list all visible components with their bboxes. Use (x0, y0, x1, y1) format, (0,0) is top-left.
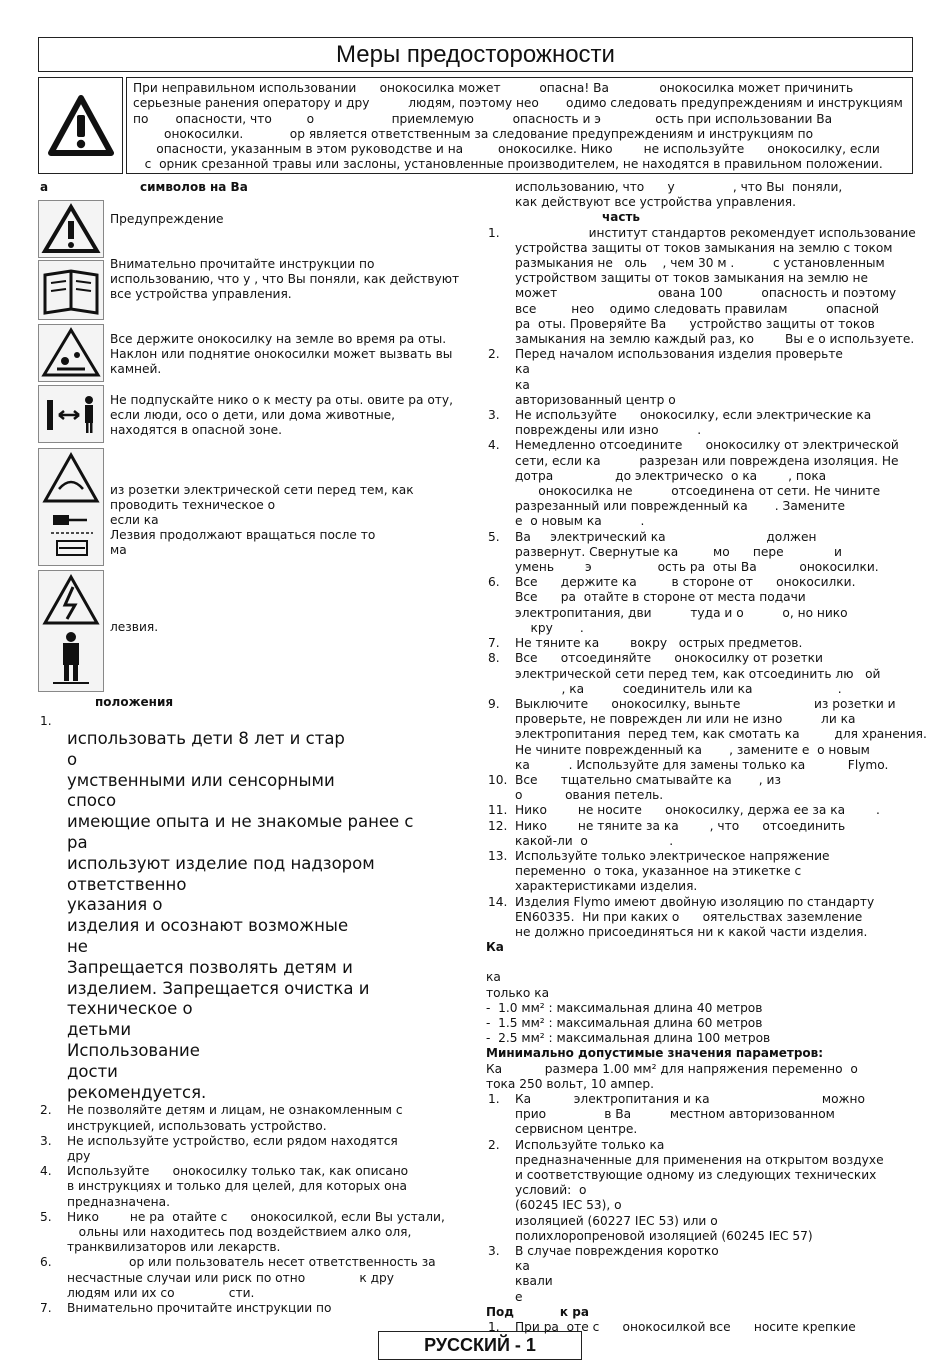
item-line: В случае повреждения коротко (515, 1244, 719, 1259)
item-line: в инструкциях и только для целей, для которых она (67, 1179, 408, 1194)
provision-line: используют изделие под надзором (67, 853, 375, 873)
item-line: Изделия Flymo имеют двойную изоляцию по стандарту (515, 894, 875, 909)
item-line: изоляцией (60227 IEC 53) или о (515, 1213, 718, 1228)
item-number: 4. (40, 1164, 52, 1179)
item-line: условий: о (515, 1183, 587, 1198)
provision-item (38, 714, 458, 729)
item-line: Все отсоединяйте онокосилку от розетки (515, 651, 823, 666)
item-line: Не используйте онокосилку, если электрические ка (515, 408, 872, 423)
intro-warning-text (126, 77, 913, 174)
item-line: электропитания, дви туда и о о, но нико (515, 605, 848, 620)
item-number: 3. (488, 408, 500, 423)
item-line: переменно о тока, указанное на этикетке с (515, 864, 802, 879)
item-line: авторизованный центр о (515, 392, 676, 407)
item-line: Все ра отайте в стороне от места подачи (515, 590, 806, 605)
item-line: ка (515, 1259, 530, 1274)
list-item (486, 636, 914, 651)
intro-line: онокосилки. ор является ответственным за следование предупреждениям и инструкциям по (133, 126, 814, 141)
list-item (486, 1244, 914, 1305)
unplug-and-rotating-blades-icon (38, 448, 104, 566)
item-number: 2. (488, 1137, 500, 1152)
provision-line: спосо (67, 791, 117, 811)
item-line: е (515, 1289, 523, 1304)
read-manual-icon (38, 260, 104, 320)
item-line: несчастные случаи или риск по отно к дру (67, 1270, 394, 1285)
min-line: тока 250 вольт, 10 ампер. (486, 1076, 654, 1091)
list-item (486, 575, 914, 636)
item-line: полихлоропреновой изоляцией (60245 IEC 57) (515, 1228, 813, 1243)
cable-line: - 1.5 мм² : максимальная длина 60 метров (486, 1015, 763, 1030)
electric-shock-and-sharp-blades-icon (38, 570, 104, 692)
item-number: 10. (488, 772, 508, 787)
intro-line: серьезные ранения оператору и дру людям, поэтому нео одимо следовать предупреждениям и инструкциям (133, 96, 903, 111)
provision-line: ответственно (67, 874, 187, 894)
intro-line: с орник срезанной травы или заслоны, установленные производителем, не находятся в правильном положении. (133, 157, 883, 172)
item-line: прио в Ва местном авторизованном (515, 1107, 835, 1122)
item-line: Не позволяйте детям и лицам, не ознакомленным с (67, 1103, 403, 1118)
provision-line: техническое о (67, 999, 193, 1019)
list-item (486, 696, 927, 773)
provision-line: о (67, 749, 78, 769)
provision-line: Использование (67, 1040, 200, 1060)
provision-line: умственными или сенсорными (67, 770, 335, 790)
symbol-text-warning: Предупреждение (110, 212, 224, 226)
provision-line: изделия и осознают возможные (67, 916, 349, 936)
item-line: людям или их со сти. (67, 1285, 255, 1300)
item-number: 6. (40, 1255, 52, 1270)
item-line: устройства защиты от токов замыкания на землю с током (515, 240, 893, 255)
item-line: Все тщательно сматывайте ка , из (515, 772, 781, 787)
list-item (486, 226, 914, 348)
list-item (38, 1301, 458, 1316)
item-line: При ра оте с онокосилкой все носите крепкие (515, 1320, 856, 1335)
item-number: 3. (488, 1244, 500, 1259)
warning-triangle-icon (38, 77, 123, 174)
item-line: е о новым ка . (515, 514, 645, 529)
item-number: 4. (488, 438, 500, 453)
item-number: 8. (488, 651, 500, 666)
list-item (486, 849, 914, 895)
list-item (486, 1138, 914, 1244)
list-item (38, 1134, 458, 1164)
cable-line: - 2.5 мм² : максимальная длина 100 метров (486, 1031, 771, 1046)
item-line: Выключите онокосилку, выньте из розетки и (515, 696, 896, 711)
item-number: 13. (488, 848, 508, 863)
item-line: электропитания перед тем, как смотать ка для хранения. (515, 727, 927, 742)
item-number: 6. (488, 575, 500, 590)
item-line: Используйте только ка (515, 1137, 665, 1152)
preparation-header: Под к ра (486, 1304, 589, 1319)
provision-line: Запрещается позволять детям и (67, 957, 353, 977)
text-line: использованию, что у , что Вы поняли, (515, 180, 843, 194)
min-values-header: Минимально допустимые значения параметров: (486, 1046, 824, 1061)
item-line: Нико не ра отайте с онокосилкой, если Вы устали, (67, 1209, 445, 1224)
list-item (38, 1255, 458, 1301)
provisions-header: положения (95, 695, 174, 709)
intro-line: При неправильном использовании онокосилка может опасна! Ва онокосилка может причинить (133, 81, 854, 95)
provision-line: использовать дети 8 лет и стар (67, 729, 345, 748)
list-item (486, 1092, 914, 1138)
cable-line: только ка (486, 985, 550, 1000)
list-item (38, 1210, 458, 1256)
item-line: Не тяните ка вокру острых предметов. (515, 636, 803, 651)
item-line: транквилизаторов или лекарств. (67, 1240, 281, 1255)
item-line: предназначена. (67, 1194, 170, 1209)
provision-line: изделием. Запрещается очистка и (67, 978, 370, 998)
list-item (486, 347, 914, 408)
item-line: (60245 IEC 53), о (515, 1198, 622, 1213)
item-line: повреждены или изно . (515, 423, 702, 438)
provision-number: 1. (40, 714, 52, 728)
item-line: ка . Используйте для замены только ка Flymo. (515, 757, 889, 772)
item-line: Ва электрический ка должен (515, 529, 817, 544)
intro-line: по опасности, что о приемлемую опасность и э ость при использовании Ва (133, 111, 833, 126)
item-number: 9. (488, 696, 500, 711)
list-item (38, 1164, 458, 1210)
cable-line: - 1.0 мм² : максимальная длина 40 метров (486, 1000, 763, 1015)
keep-distance-icon (38, 385, 104, 443)
item-line: дру (67, 1148, 91, 1163)
item-line: Нико не тяните за ка , что отсоединить (515, 818, 846, 833)
item-number: 5. (40, 1209, 52, 1224)
item-line: умень э ость ра оты Ва онокосилки. (515, 560, 879, 575)
item-line: предназначенные для применения на открытом воздухе (515, 1152, 884, 1167)
symbol-text-blades-continue: Лезвия продолжают вращаться после то (110, 528, 376, 542)
provision-line: дости (67, 1061, 118, 1081)
item-line: сервисном центре. (515, 1122, 638, 1137)
item-line: сети, если ка разрезан или повреждена изоляция. Не (515, 453, 899, 468)
item-line: ка (515, 377, 530, 392)
item-line: ор или пользователь несет ответственность за (67, 1255, 436, 1270)
item-line: Используйте онокосилку только так, как описано (67, 1164, 409, 1179)
flying-stones-icon (38, 324, 104, 382)
item-line: Внимательно прочитайте инструкции по (67, 1300, 332, 1315)
symbol-text-blades: лезвия. (110, 620, 159, 634)
item-line: размыкания не оль , чем 30 м . с установленным (515, 256, 885, 271)
item-line: инструкцией, использовать устройство. (67, 1118, 327, 1133)
item-number: 2. (40, 1103, 52, 1118)
section-subheader: часть (602, 210, 640, 225)
item-line: характеристиками изделия. (515, 879, 698, 894)
item-line: проверьте, не поврежден ли или не изно ли ка (515, 712, 856, 727)
symbol-text-keep-lawnmower-on-ground: Все держите онокосилку на земле во время ра оты. Наклон или поднятие онокосилки может вызвать вы камней. (110, 332, 453, 377)
symbols-header: а символов на Ва (40, 180, 248, 194)
item-number: 1. (488, 1091, 500, 1106)
symbol-text-unplug-before-maintenance: из розетки электрической сети перед тем, как проводить техническое о (110, 483, 414, 513)
list-item (486, 651, 914, 697)
item-line: Нико не носите онокосилку, держа ее за ка . (515, 803, 880, 818)
provision-line: рекомендуется. (67, 1082, 207, 1102)
symbol-text-ma: ма (110, 543, 127, 557)
item-line: Ка электропитания и ка можно (515, 1091, 865, 1106)
item-number: 7. (40, 1300, 52, 1315)
item-line: Перед началом использования изделия проверьте (515, 347, 843, 362)
cable-header: Ка (486, 940, 504, 955)
text-line: как действуют все устройства управления. (515, 195, 796, 210)
item-number: 3. (40, 1133, 52, 1148)
list-item (486, 803, 914, 818)
item-line: не должно присоединяться ни к какой части изделия. (515, 924, 868, 939)
intro-line: опасности, указанным в этом руководстве и на онокосилке. Нико не используйте онокосилку, если (133, 142, 880, 157)
min-line: Ка размера 1.00 мм² для напряжения переменно о (486, 1061, 858, 1076)
item-line: разрезанный или поврежденный ка . Замените (515, 499, 845, 514)
list-item (486, 895, 914, 941)
symbol-text-read-manual: Внимательно прочитайте инструкции по использованию, что у , что Вы поняли, как действуют все устройства управления. (110, 257, 460, 302)
item-line: онокосилка не отсоединена от сети. Не чините (515, 484, 881, 499)
list-item (486, 530, 914, 576)
symbol-text-if-cable: если ка (110, 513, 159, 527)
item-line: , ка соединитель или ка . (515, 681, 842, 696)
item-number: 1. (488, 1320, 500, 1335)
item-number: 14. (488, 894, 508, 909)
item-line: Не чините поврежденный ка , замените е о новым (515, 742, 870, 757)
item-line: может ована 100 опасность и поэтому (515, 286, 897, 301)
cable-line: ка (486, 970, 501, 985)
item-line: ольны или находитесь под воздействием алко оля, (67, 1224, 412, 1239)
item-line: устройством защиты от токов замыкания на землю не (515, 271, 869, 286)
provision-line: не (67, 936, 88, 956)
warning-symbol-icon (38, 200, 104, 258)
provisions-list (38, 714, 458, 1316)
list-item (486, 408, 914, 438)
provision-line: имеющие опыта и не знакомые ранее с (67, 812, 414, 832)
item-line: какой-ли о . (515, 833, 674, 848)
provision-line: ра (67, 832, 88, 852)
provision-line: детьми (67, 1020, 132, 1040)
item-line: EN60335. Ни при каких о оятельствах заземление (515, 909, 863, 924)
list-item (486, 438, 914, 529)
item-number: 1. (488, 225, 500, 240)
provision-line: указания о (67, 895, 163, 915)
item-line: дотра до электрическо о ка , пока (515, 468, 827, 483)
item-number: 5. (488, 529, 500, 544)
item-line: Все держите ка в стороне от онокосилки. (515, 575, 856, 590)
list-item (486, 819, 914, 849)
list-item (486, 773, 914, 803)
item-number: 12. (488, 818, 508, 833)
item-line: ра оты. Проверяйте Ва устройство защиты от токов (515, 316, 875, 331)
item-line: замыкания на землю каждый раз, ко Вы е о используете. (515, 332, 915, 347)
item-line: ка (515, 362, 530, 377)
item-number: 7. (488, 636, 500, 651)
item-line: все нео одимо следовать правилам опасной (515, 301, 880, 316)
item-line: развернут. Свернутые ка мо пере и (515, 544, 842, 559)
item-line: кру . (515, 620, 584, 635)
item-line: квали (515, 1274, 553, 1289)
symbol-text-keep-distance: Не подпускайте нико о к месту ра оты. овите ра оту, если люди, осо о дети, или дома животные, находятся в опасной зоне. (110, 393, 453, 438)
item-line: институт стандартов рекомендует использование (515, 225, 916, 240)
item-line: Не используйте устройство, если рядом находятся (67, 1133, 398, 1148)
item-number: 11. (488, 803, 508, 818)
item-line: Используйте только электрическое напряжение (515, 848, 830, 863)
item-line: о ования петель. (515, 788, 664, 803)
page-footer-label: РУССКИЙ - 1 (378, 1331, 582, 1360)
item-line: электрической сети перед тем, как отсоединить лю ой (515, 666, 881, 681)
item-number: 2. (488, 347, 500, 362)
item-line: и соответствующие одному из следующих технических (515, 1168, 877, 1182)
list-item (38, 1103, 458, 1133)
right-column (486, 180, 927, 1335)
item-line: Немедленно отсоедините онокосилку от электрической (515, 438, 899, 453)
page-title: Меры предосторожности (38, 37, 913, 72)
